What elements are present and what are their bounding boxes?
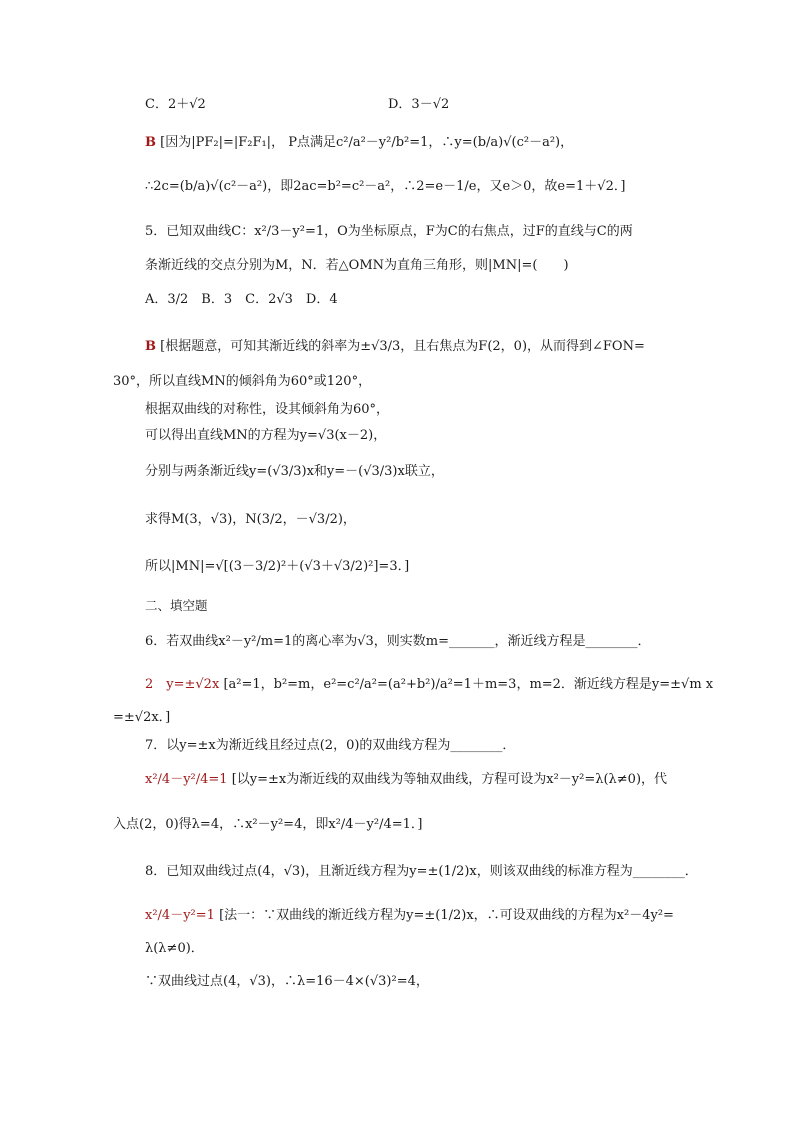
- answer-8-line3: ∵双曲线过点(4，√3)，∴λ=16－4×(√3)²=4，: [145, 974, 429, 989]
- answer-7-line2: 入点(2，0)得λ=4，∴x²－y²=4，即x²/4－y²/4=1．]: [113, 817, 423, 832]
- answer-4-line1: [145, 134, 573, 152]
- answer-6-line2: =±√2x．]: [113, 710, 171, 725]
- answer-5-line1: [145, 338, 645, 356]
- answer-7-line1: [145, 771, 667, 789]
- answer-letter: B: [145, 135, 156, 150]
- answer-8-line2: λ(λ≠0)．: [145, 941, 204, 956]
- option-c: C．2＋√2: [145, 97, 206, 112]
- answer-5-line4: 可以得出直线MN的方程为y=√3(x－2)，: [145, 428, 387, 443]
- answer-letter: B: [145, 339, 156, 354]
- question-5-line1: 5．已知双曲线C：x²/3－y²=1，O为坐标原点，F为C的右焦点，过F的直线与C的两: [145, 224, 633, 239]
- answer-8-line1: [145, 907, 674, 925]
- explanation-text: [法一：∵双曲线的渐近线方程为y=±(1/2)x，∴可设双曲线的方程为x²－4y²=: [219, 908, 674, 923]
- answer-value: x²/4－y²/4=1: [145, 772, 228, 787]
- section-heading: 二、填空题: [145, 598, 208, 613]
- question-5-line2: 条渐近线的交点分别为M，N．若△OMN为直角三角形，则|MN|=( ): [145, 258, 569, 273]
- answer-value: 2 y=±√2x: [145, 677, 220, 692]
- question-6: 6．若双曲线x²－y²/m=1的离心率为√3，则实数m=_______，渐近线方程是________．: [145, 634, 651, 649]
- answer-5-line5: 分别与两条渐近线y=(√3/3)x和y=－(√3/3)x联立，: [145, 464, 444, 479]
- option-d: D．3－√2: [388, 97, 450, 112]
- question-8: 8．已知双曲线过点(4，√3)，且渐近线方程为y=±(1/2)x，则该双曲线的标准方程为________．: [145, 864, 698, 879]
- explanation-text: [a²=1，b²=m，e²=c²/a²=(a²+b²)/a²=1＋m=3，m=2．渐近线方程是y=±√m x: [223, 677, 714, 692]
- answer-4-line2: ∴2c=(b/a)√(c²－a²)，即2ac=b²=c²－a²，∴2=e－1/e，又e＞0，故e=1＋√2．]: [145, 179, 626, 194]
- explanation-text: [以y=±x为渐近线的双曲线为等轴双曲线，方程可设为x²－y²=λ(λ≠0)，代: [231, 772, 668, 787]
- answer-5-line7: 所以|MN|=√[(3－3/2)²＋(√3＋√3/2)²]=3．]: [145, 559, 410, 574]
- explanation-text: [因为|PF₂|=|F₂F₁|， P点满足c²/a²－y²/b²=1，∴y=(b/a)√(c²－a²)，: [160, 135, 574, 150]
- answer-5-line6: 求得M(3，√3)，N(3/2，－√3/2)，: [145, 512, 356, 527]
- answer-6-line1: [145, 676, 713, 694]
- answer-value: x²/4－y²=1: [145, 908, 215, 923]
- answer-5-line3: 根据双曲线的对称性，设其倾斜角为60°，: [145, 402, 390, 417]
- explanation-text: [根据题意，可知其渐近线的斜率为±√3/3，且右焦点为F(2，0)，从而得到∠FON=: [160, 339, 645, 354]
- question-5-options: A．3/2 B．3 C．2√3 D．4: [145, 292, 338, 307]
- answer-5-line2: 30°，所以直线MN的倾斜角为60°或120°，: [113, 374, 372, 389]
- question-7: 7．以y=±x为渐近线且经过点(2，0)的双曲线方程为________．: [145, 738, 516, 753]
